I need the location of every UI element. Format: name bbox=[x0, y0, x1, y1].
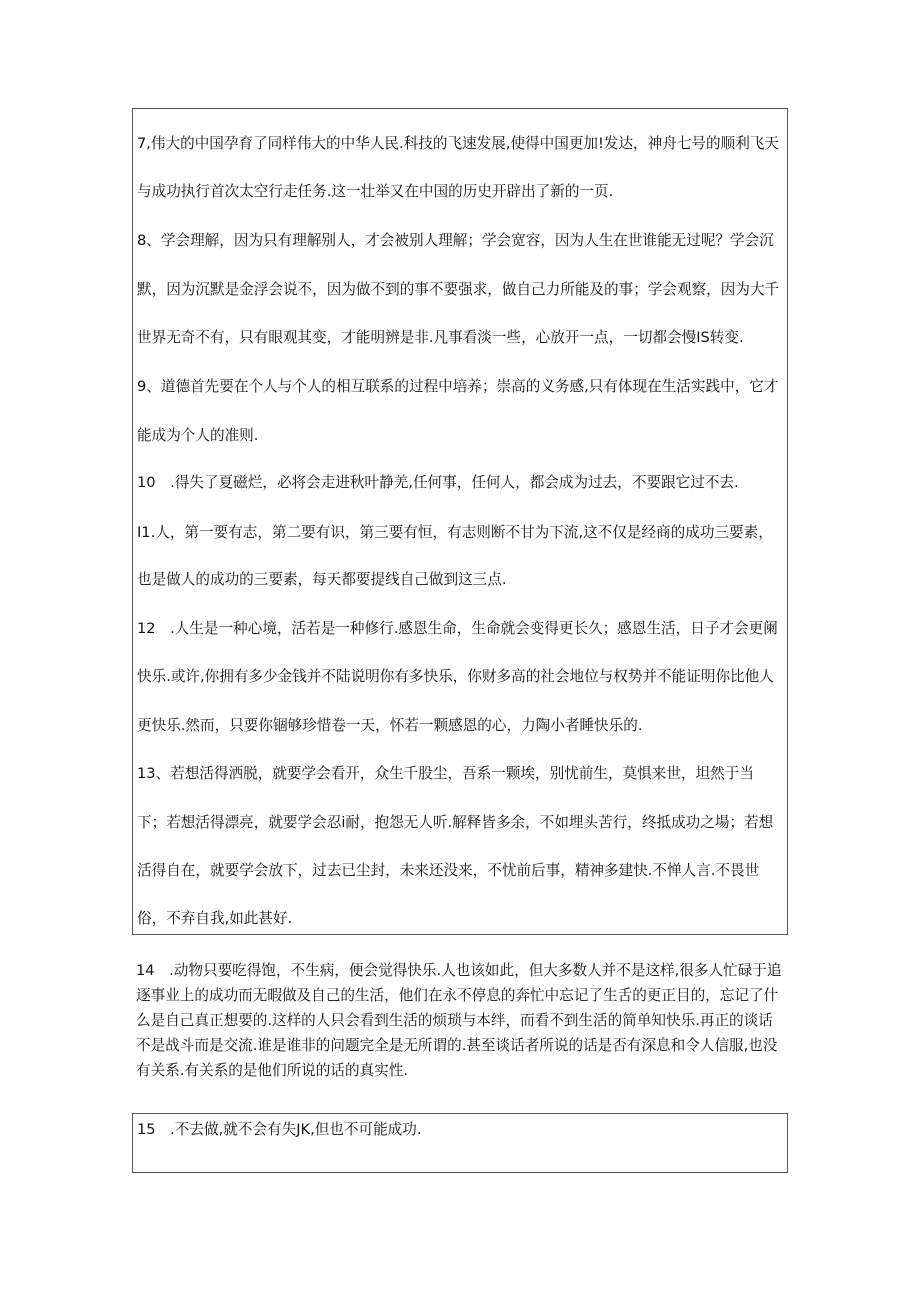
text-line: 与成功执行首次太空行走任务.这一壮举又在中国的历史开辟出了新的一页. bbox=[137, 183, 614, 200]
text-line: 世界无奇不有，只有眼观其变，才能明辨是非.凡事看淡一些，心放开一点，一切都会慢IS转变. bbox=[137, 329, 744, 346]
text-line: 12 .人生是一种心境，活若是一种修行.感恩生命，生命就会变得更长久；感恩生活，日子才会更阑 bbox=[137, 620, 778, 637]
text-line: 活得自在，就要学会放下，过去已尘封，未来还没来，不忧前后事，精神多建快.不惮人言.不畏世 bbox=[137, 862, 760, 879]
paragraph-14 bbox=[136, 961, 786, 1086]
quote-box-15 bbox=[132, 1113, 788, 1173]
text-line: 更快乐.然而，只要你锢够珍惜卷一天，怀若一颗感恩的心，力陶小者睡快乐的. bbox=[137, 717, 643, 734]
text-line: 默，因为沉默是金浮会说不，因为做不到的事不要强求，做自己力所能及的事；学会观察，因为大千 bbox=[137, 281, 780, 298]
text-line: 7,伟大的中国孕育了同样伟大的中华人民.科技的飞速发展,使得中国更加!发达，神舟七号的顺利飞天 bbox=[137, 135, 779, 152]
quote-box-main bbox=[132, 108, 788, 935]
text-line: 9、道德首先要在个人与个人的相互联系的过程中培养；崇高的义务感,只有体现在生活实践中，它才 bbox=[137, 378, 779, 395]
text-line: 14 .动物只要吃得饱，不生病，便会觉得快乐.人也该如此，但大多数人并不是这样,很多人忙碌于追 bbox=[136, 962, 782, 979]
text-line: 快乐.或许,你拥有多少金钱并不陆说明你有多快乐，你财多高的社会地位与权势并不能证明你比他人 bbox=[137, 668, 774, 685]
text-line: 15 .不去做,就不会有失JK,但也不可能成功. bbox=[137, 1121, 422, 1138]
text-line: 俗，不弃自我,如此甚好. bbox=[137, 910, 293, 927]
text-line: 能成为个人的准则. bbox=[137, 427, 259, 444]
text-line: 逐事业上的成功而无暇做及自己的生活，他们在永不停息的奔忙中忘记了生舌的更正目的，忘记了什 bbox=[136, 987, 779, 1004]
text-line: 有关系.有关系的是他们所说的话的真实性. bbox=[136, 1062, 408, 1079]
text-line: 8、学会理解，因为只有理解别人，才会被别人理解；学会宽容，因为人生在世谁能无过呢？学会沉 bbox=[137, 232, 774, 249]
text-line: 13、若想活得洒脱，就要学会看开，众生千股尘，吾系一颗埃，别忧前生，莫惧来世，坦然于当 bbox=[137, 765, 754, 782]
text-line: 么是自己真正想要的.这样的人只会看到生活的烦琐与本绊，而看不到生活的简单知快乐.再正的谈话 bbox=[136, 1012, 773, 1029]
text-line: 也是做人的成功的三要素，每天都要提线自己做到这三点. bbox=[137, 571, 507, 588]
text-line: 10 .得失了夏磁烂，必将会走进秋叶静羌,任何事，任何人，都会成为过去，不要跟它过不去. bbox=[137, 474, 739, 491]
text-line: 不是战斗而是交流.谁是谁非的问题完全是无所谓的.甚至谈话者所说的话是否有深息和令人信服,也没 bbox=[136, 1037, 778, 1054]
text-line: I1.人，第一要有志，第二要有识，第三要有恒，有志则断不甘为下流,这不仅是经商的成功三要素， bbox=[137, 524, 773, 541]
text-line: 下；若想活得漂亮，就要学会忍i耐，抱怨无人听.解释皆多余，不如埋头苦行，终抵成功之場；若想 bbox=[137, 814, 774, 831]
